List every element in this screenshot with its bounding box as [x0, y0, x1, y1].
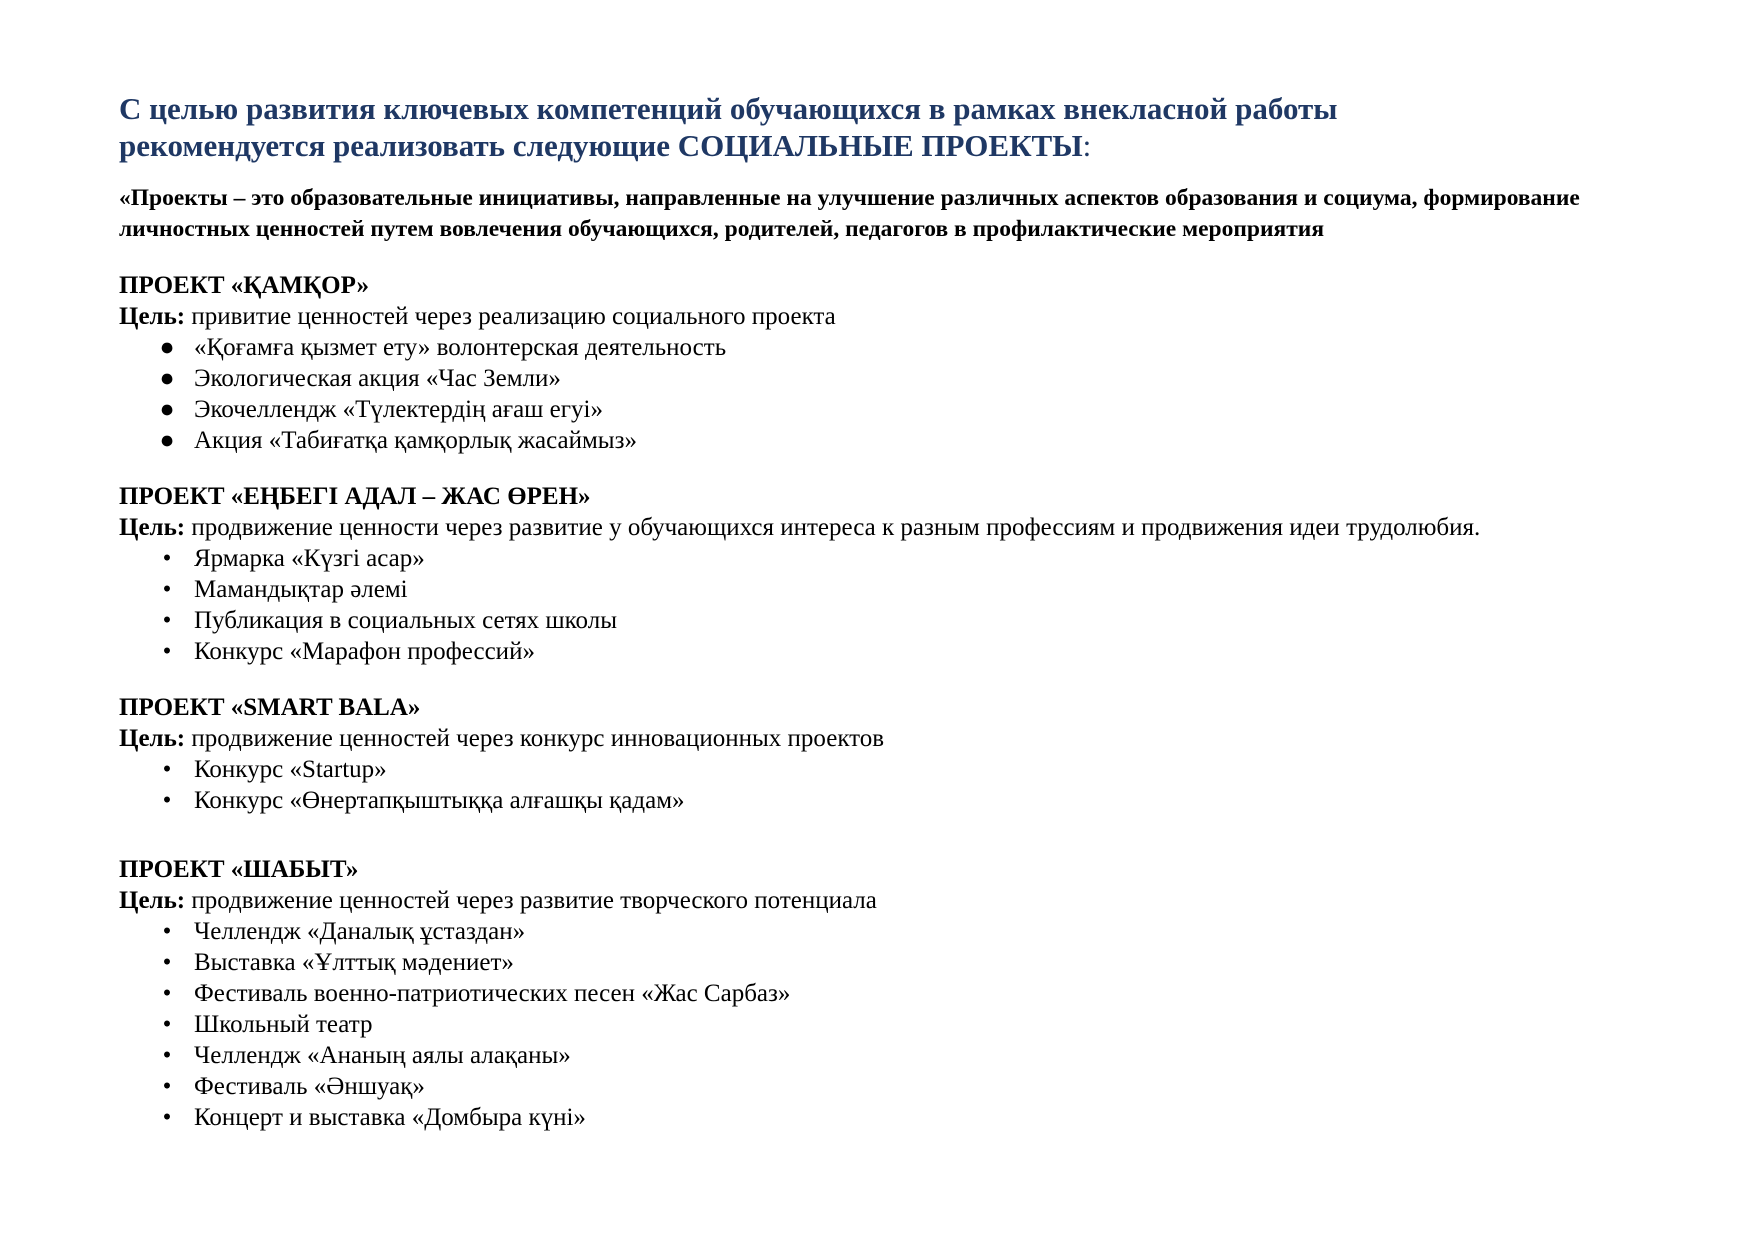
bullet-icon: • — [162, 545, 172, 572]
page-heading — [119, 90, 1649, 164]
project-enbegi-adal — [119, 481, 1649, 667]
project-title: ПРОЕКТ «ҚАМҚОР» — [119, 272, 369, 299]
bullet-icon: • — [162, 918, 172, 945]
list-item-text: Конкурс «Марафон профессий» — [194, 638, 535, 665]
project-goal — [119, 301, 1649, 332]
list-item — [119, 605, 1649, 636]
list-item-text: Мамандықтар әлемі — [194, 576, 408, 603]
project-shabyt — [119, 854, 1649, 1133]
list-item-text: «Қоғамға қызмет ету» волонтерская деятельность — [194, 334, 727, 361]
bullet-icon: • — [162, 980, 172, 1007]
project-items — [119, 543, 1649, 667]
list-item — [119, 574, 1649, 605]
goal-label: Цель: — [119, 514, 186, 541]
list-item — [119, 1040, 1649, 1071]
list-item-text: Фестиваль «Әншуақ» — [194, 1073, 425, 1100]
goal-label: Цель: — [119, 303, 186, 330]
bullet-icon: ● — [159, 396, 175, 423]
project-goal — [119, 885, 1649, 916]
project-title: ПРОЕКТ «ЕҢБЕГІ АДАЛ – ЖАС ӨРЕН» — [119, 483, 591, 510]
heading-colon: : — [1082, 128, 1092, 163]
list-item-text: Акция «Табиғатқа қамқорлық жасаймыз» — [194, 427, 637, 454]
list-item — [119, 332, 1649, 363]
bullet-icon: • — [162, 1104, 172, 1131]
list-item-text: Экочеллендж «Түлектердің ағаш егуі» — [194, 396, 603, 423]
list-item-text: Челлендж «Ананың аялы алақаны» — [194, 1042, 571, 1069]
goal-text: продвижение ценностей через конкурс инновационных проектов — [191, 725, 885, 752]
goal-label: Цель: — [119, 887, 186, 914]
intro-paragraph: «Проекты – это образовательные инициативы, направленные на улучшение различных аспектов образования и социума, формирование личностных ценностей путем вовлечения обучающихся, родителей, педагогов в профилактические мероприятия — [119, 185, 1580, 242]
list-item — [119, 754, 1649, 785]
project-kamkor — [119, 270, 1649, 456]
project-goal — [119, 723, 1649, 754]
goal-text: продвижение ценности через развитие у обучающихся интереса к разным профессиям и продвижения идеи трудолюбия. — [191, 514, 1481, 541]
list-item — [119, 636, 1649, 667]
heading-line-2: рекомендуется реализовать следующие СОЦИАЛЬНЫЕ ПРОЕКТЫ — [119, 128, 1083, 163]
list-item-text: Выставка «Ұлттық мәдениет» — [194, 949, 514, 976]
project-items — [119, 916, 1649, 1133]
list-item — [119, 1071, 1649, 1102]
list-item — [119, 425, 1649, 456]
bullet-icon: • — [162, 787, 172, 814]
list-item — [119, 785, 1649, 816]
list-item-text: Концерт и выставка «Домбыра күні» — [194, 1104, 586, 1131]
goal-text: продвижение ценностей через развитие творческого потенциала — [191, 887, 877, 914]
bullet-icon: • — [162, 756, 172, 783]
bullet-icon: • — [162, 1042, 172, 1069]
bullet-icon: • — [162, 1073, 172, 1100]
project-items — [119, 332, 1649, 456]
project-smart-bala — [119, 692, 1649, 816]
goal-text: привитие ценностей через реализацию социального проекта — [191, 303, 836, 330]
bullet-icon: • — [162, 1011, 172, 1038]
list-item-text: Ярмарка «Күзгі асар» — [194, 545, 425, 572]
heading-line-1: С целью развития ключевых компетенций обучающихся в рамках внекласной работы — [119, 91, 1338, 126]
bullet-icon: • — [162, 638, 172, 665]
bullet-icon: • — [162, 576, 172, 603]
goal-label: Цель: — [119, 725, 186, 752]
bullet-icon: • — [162, 607, 172, 634]
list-item-text: Публикация в социальных сетях школы — [194, 607, 617, 634]
list-item — [119, 1009, 1649, 1040]
list-item-text: Конкурс «Startup» — [194, 756, 387, 783]
bullet-icon: • — [162, 949, 172, 976]
project-title: ПРОЕКТ «ШАБЫТ» — [119, 856, 359, 883]
list-item-text: Фестиваль военно-патриотических песен «Жас Сарбаз» — [194, 980, 791, 1007]
list-item — [119, 1102, 1649, 1133]
document-content — [119, 90, 1649, 1133]
list-item — [119, 978, 1649, 1009]
bullet-icon: ● — [159, 427, 175, 454]
project-title: ПРОЕКТ «SMART BALA» — [119, 694, 421, 721]
list-item — [119, 543, 1649, 574]
bullet-icon: ● — [159, 334, 175, 361]
list-item-text: Школьный театр — [194, 1011, 373, 1038]
list-item — [119, 363, 1649, 394]
list-item — [119, 916, 1649, 947]
bullet-icon: ● — [159, 365, 175, 392]
project-goal — [119, 512, 1649, 543]
list-item-text: Экологическая акция «Час Земли» — [194, 365, 561, 392]
list-item — [119, 394, 1649, 425]
list-item-text: Конкурс «Өнертапқыштыққа алғашқы қадам» — [194, 787, 685, 814]
project-items — [119, 754, 1649, 816]
list-item — [119, 947, 1649, 978]
list-item-text: Челлендж «Даналық ұстаздан» — [194, 918, 526, 945]
